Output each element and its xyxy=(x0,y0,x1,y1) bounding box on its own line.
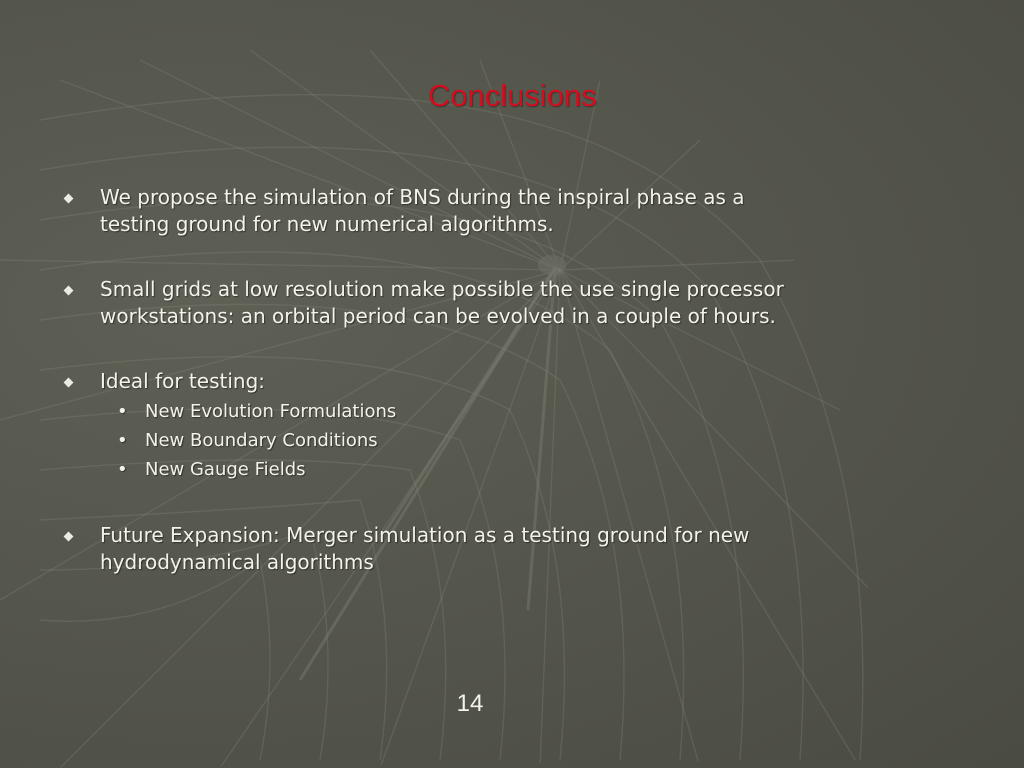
sub-bullet-text: New Gauge Fields xyxy=(145,459,306,480)
bullet-line: workstations: an orbital period can be evolved in a couple of hours. xyxy=(100,304,776,328)
bullet-line: We propose the simulation of BNS during the inspiral phase as a xyxy=(100,185,745,209)
bullet-item xyxy=(60,522,940,576)
bullet-line: Ideal for testing: xyxy=(100,369,265,393)
bullet-item xyxy=(60,276,940,330)
bullet-line: hydrodynamical algorithms xyxy=(100,550,374,574)
sub-bullet-text: New Boundary Conditions xyxy=(145,430,378,451)
dot-bullet-icon: • xyxy=(117,459,128,480)
bullet-item xyxy=(60,184,940,238)
diamond-bullet-icon xyxy=(64,532,74,542)
diamond-bullet-icon xyxy=(64,378,74,388)
sub-bullet-list xyxy=(100,397,940,484)
diamond-bullet-icon xyxy=(64,286,74,296)
sub-bullet-item xyxy=(100,397,940,426)
bullet-item xyxy=(60,368,940,484)
bullet-list xyxy=(60,184,940,576)
bullet-line: Small grids at low resolution make possible the use single processor xyxy=(100,277,784,301)
diamond-bullet-icon xyxy=(64,194,74,204)
bullet-line: testing ground for new numerical algorithms. xyxy=(100,212,554,236)
dot-bullet-icon: • xyxy=(117,401,128,422)
sub-bullet-item xyxy=(100,426,940,455)
page-number: 14 xyxy=(456,690,484,717)
slide-title: Conclusions xyxy=(427,78,597,113)
sub-bullet-text: New Evolution Formulations xyxy=(145,401,397,422)
sub-bullet-item xyxy=(100,455,940,484)
bullet-line: Future Expansion: Merger simulation as a testing ground for new xyxy=(100,523,750,547)
dot-bullet-icon: • xyxy=(117,430,128,451)
